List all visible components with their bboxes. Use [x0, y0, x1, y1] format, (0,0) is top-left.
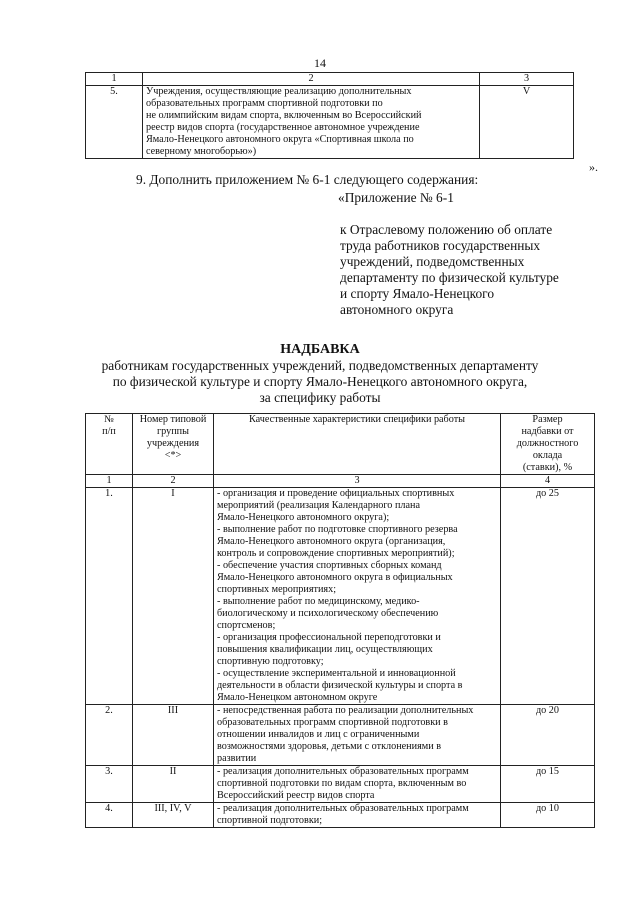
row-characteristics — [214, 766, 501, 803]
table-row — [86, 488, 595, 705]
header-text: Номер типовой — [139, 414, 207, 425]
column-number: 1 — [86, 475, 133, 488]
header-cell: 1 — [86, 73, 143, 86]
closing-quote: ». — [589, 160, 598, 174]
row-number: 2. — [86, 705, 133, 766]
row-allowance-size: до 25 — [501, 488, 595, 705]
row-number: 3. — [86, 766, 133, 803]
header-cell: 3 — [480, 73, 574, 86]
header-text: (ставки), % — [522, 462, 573, 473]
text-line: - реализация дополнительных образовательных программ — [217, 766, 469, 777]
table-row — [86, 705, 595, 766]
row-group: III, IV, V — [133, 803, 214, 828]
continuation-table — [85, 72, 574, 159]
page-number: 14 — [314, 56, 326, 70]
row-allowance-size: до 20 — [501, 705, 595, 766]
document-subtitle-line: за специфику работы — [259, 390, 381, 405]
text-line: возможностями здоровья, детьми с отклонениями в — [217, 741, 442, 752]
text-line: мероприятий (реализация Календарного плана — [217, 500, 420, 511]
header-text: группы — [157, 426, 189, 437]
appendix-subtitle-line: труда работников государственных — [340, 238, 541, 253]
text-line: - реализация дополнительных образовательных программ — [217, 803, 469, 814]
column-number-row — [86, 475, 595, 488]
text-line: спортивную подготовку; — [217, 656, 324, 667]
row-group: I — [133, 488, 214, 705]
text-line: биологическому и психологическому обеспечению — [217, 608, 439, 619]
text-line: образовательных программ спортивной подготовки в — [217, 717, 448, 728]
text-line: повышения квалификации лиц, осуществляющих — [217, 644, 433, 655]
text-line: спортсменов; — [217, 620, 276, 631]
table-header-row — [86, 414, 595, 475]
text-line: Всероссийский реестр видов спорта — [217, 790, 375, 801]
header-text: должностного — [516, 438, 579, 449]
appendix-title: «Приложение № 6-1 — [338, 190, 454, 205]
row-characteristics — [214, 705, 501, 766]
text-line: реестр видов спорта (государственное автономное учреждение — [146, 122, 420, 133]
column-number: 4 — [501, 475, 595, 488]
header-text: Размер — [532, 414, 563, 425]
text-line: развитии — [217, 753, 257, 764]
document-subtitle-line: по физической культуре и спорту Ямало-Ненецкого автономного округа, — [112, 374, 528, 389]
appendix-subtitle-line: автономного округа — [340, 302, 454, 317]
amendment-item-9: 9. Дополнить приложением № 6-1 следующего содержания: — [136, 172, 479, 187]
row-number: 1. — [86, 488, 133, 705]
table-header-row — [86, 73, 574, 86]
row-allowance-size: до 15 — [501, 766, 595, 803]
row-group: V — [480, 86, 574, 159]
text-line: Ямало-Ненецкого автономного округа (организация, — [217, 536, 446, 547]
text-line: спортивных мероприятиях; — [217, 584, 337, 595]
row-characteristics — [214, 488, 501, 705]
header-text: <*> — [164, 450, 182, 461]
text-line: Учреждения, осуществляющие реализацию дополнительных — [146, 86, 412, 97]
text-line: - осуществление экспериментальной и инновационной — [217, 668, 456, 679]
row-characteristics — [214, 803, 501, 828]
appendix-subtitle-line: к Отраслевому положению об оплате — [340, 222, 553, 237]
column-number: 2 — [133, 475, 214, 488]
row-number: 5. — [86, 86, 143, 159]
text-line: - обеспечение участия спортивных сборных команд — [217, 560, 442, 571]
text-line: спортивной подготовки; — [217, 815, 323, 826]
row-group: II — [133, 766, 214, 803]
allowance-rows — [86, 488, 595, 828]
text-line: Ямало-Ненецкого автономного округа «Спортивная школа по — [146, 134, 414, 145]
table-row — [86, 766, 595, 803]
appendix-subtitle-line: учреждений, подведомственных — [340, 254, 525, 269]
row-group: III — [133, 705, 214, 766]
header-text: надбавки от — [521, 426, 574, 437]
row-allowance-size: до 10 — [501, 803, 595, 828]
text-line: Ямало-Ненецкого автономного округа); — [217, 512, 390, 523]
row-description — [143, 86, 480, 159]
header-col-number — [86, 414, 133, 475]
text-line: отношении инвалидов и лиц с ограниченными — [217, 729, 420, 740]
appendix-subtitle — [340, 222, 600, 318]
text-line: спортивной подготовки по видам спорта, включенным во — [217, 778, 467, 789]
header-text: оклада — [532, 450, 563, 461]
table-row — [86, 803, 595, 828]
text-line: - выполнение работ по медицинскому, медико- — [217, 596, 420, 607]
text-line: образовательных программ спортивной подготовки по — [146, 98, 383, 109]
text-line: Ямало-Ненецкого автономного округа в официальных — [217, 572, 453, 583]
appendix-subtitle-line: и спорту Ямало-Ненецкого — [340, 286, 495, 301]
row-number: 4. — [86, 803, 133, 828]
text-line: деятельности в области физической культуры и спорта в — [217, 680, 463, 691]
appendix-subtitle-line: департаменту по физической культуре — [340, 270, 559, 285]
text-line: - выполнение работ по подготовке спортивного резерва — [217, 524, 458, 535]
document-subtitle-line: работникам государственных учреждений, подведомственных департаменту — [101, 358, 539, 373]
table-row — [86, 86, 574, 159]
header-text: п/п — [102, 426, 116, 437]
header-text: № — [104, 414, 114, 425]
header-text: учреждения — [146, 438, 200, 449]
text-line: - организация профессиональной переподготовки и — [217, 632, 441, 643]
header-cell: 2 — [143, 73, 480, 86]
text-line: - непосредственная работа по реализации дополнительных — [217, 705, 474, 716]
header-text: Качественные характеристики специфики работы — [249, 414, 465, 425]
text-line: северному многоборью») — [146, 146, 257, 157]
document-title: НАДБАВКА — [280, 342, 360, 357]
text-line: Ямало-Ненецком автономном округе — [217, 692, 378, 703]
text-line: не олимпийским видам спорта, включенным во Всероссийский — [146, 110, 422, 121]
header-col-characteristics — [214, 414, 501, 475]
column-number: 3 — [214, 475, 501, 488]
document-subtitle — [0, 358, 640, 406]
allowance-table — [85, 413, 595, 828]
text-line: контроль и сопровождение спортивных мероприятий); — [217, 548, 455, 559]
text-line: - организация и проведение официальных спортивных — [217, 488, 455, 499]
header-col-size — [501, 414, 595, 475]
header-col-group — [133, 414, 214, 475]
